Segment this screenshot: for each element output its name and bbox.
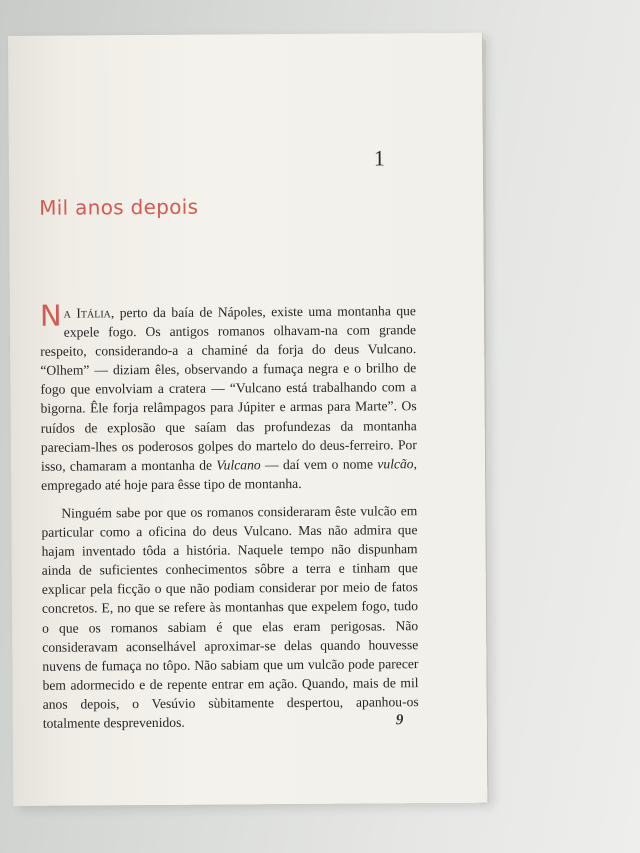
small-caps-lead: a Itália — [63, 305, 111, 321]
chapter-title: Mil anos depois — [39, 194, 199, 220]
paragraph-1-text-c: , empregado até hoje para êsse tipo de montanha. — [41, 455, 418, 493]
paragraph-1-text-b: — daí vem o nome — [260, 456, 378, 472]
italic-vulcao: vulcão — [377, 455, 414, 472]
paragraph-2: Ninguém sabe por que os romanos consideraram êste vulcão em particular como a oficina do deus Vulcano. Mas não admira que hajam inventado tôda a história. Naquele tempo não dispunham ainda de suficientes conhecimentos sôbre a terra e tinham que explicar pela ficção o que não podiam considerar por meio de fatos concretos. E, no que se refere às montanhas que expelem fogo, tudo o que os romanos sabiam é que elas eram perigosas. Não consideravam aconselhável aproximar-se delas quando houvesse nuvens de fumaça no tôpo. Não sabiam que um vulcão pode parecer bem adormecido e de repente entrar em ação. Quando, mais de mil anos depois, o Vesúvio sùbitamente despertou, apanhou-os totalmente desprevenidos. — [41, 503, 419, 731]
chapter-number: 1 — [373, 145, 385, 171]
body-text — [39, 298, 419, 733]
italic-vulcano: Vulcano — [216, 456, 261, 473]
paragraph-1-text-a: , perto da baía de Nápoles, existe uma montanha que expele fogo. Os antigos romanos olhavam-na com grande respeito, considerando-a a chaminé da forja do deus Vulcano. “Olhem” — diziam êles, observando a fumaça negra e o brilho de fogo que envolviam a cratera — “Vulcano está trabalhando com a bigorna. Êle forja relâmpagos para Júpiter e armas para Marte”. Os ruídos de explosão que saíam das profundezas da montanha pareciam-lhes os poderosos golpes do martelo do deus-ferreiro. Por isso, chamaram a montanha de — [40, 303, 417, 474]
page-number: 9 — [395, 712, 404, 729]
drop-cap: N — [39, 298, 62, 333]
paragraph-1 — [39, 298, 418, 495]
book-page — [8, 33, 487, 806]
